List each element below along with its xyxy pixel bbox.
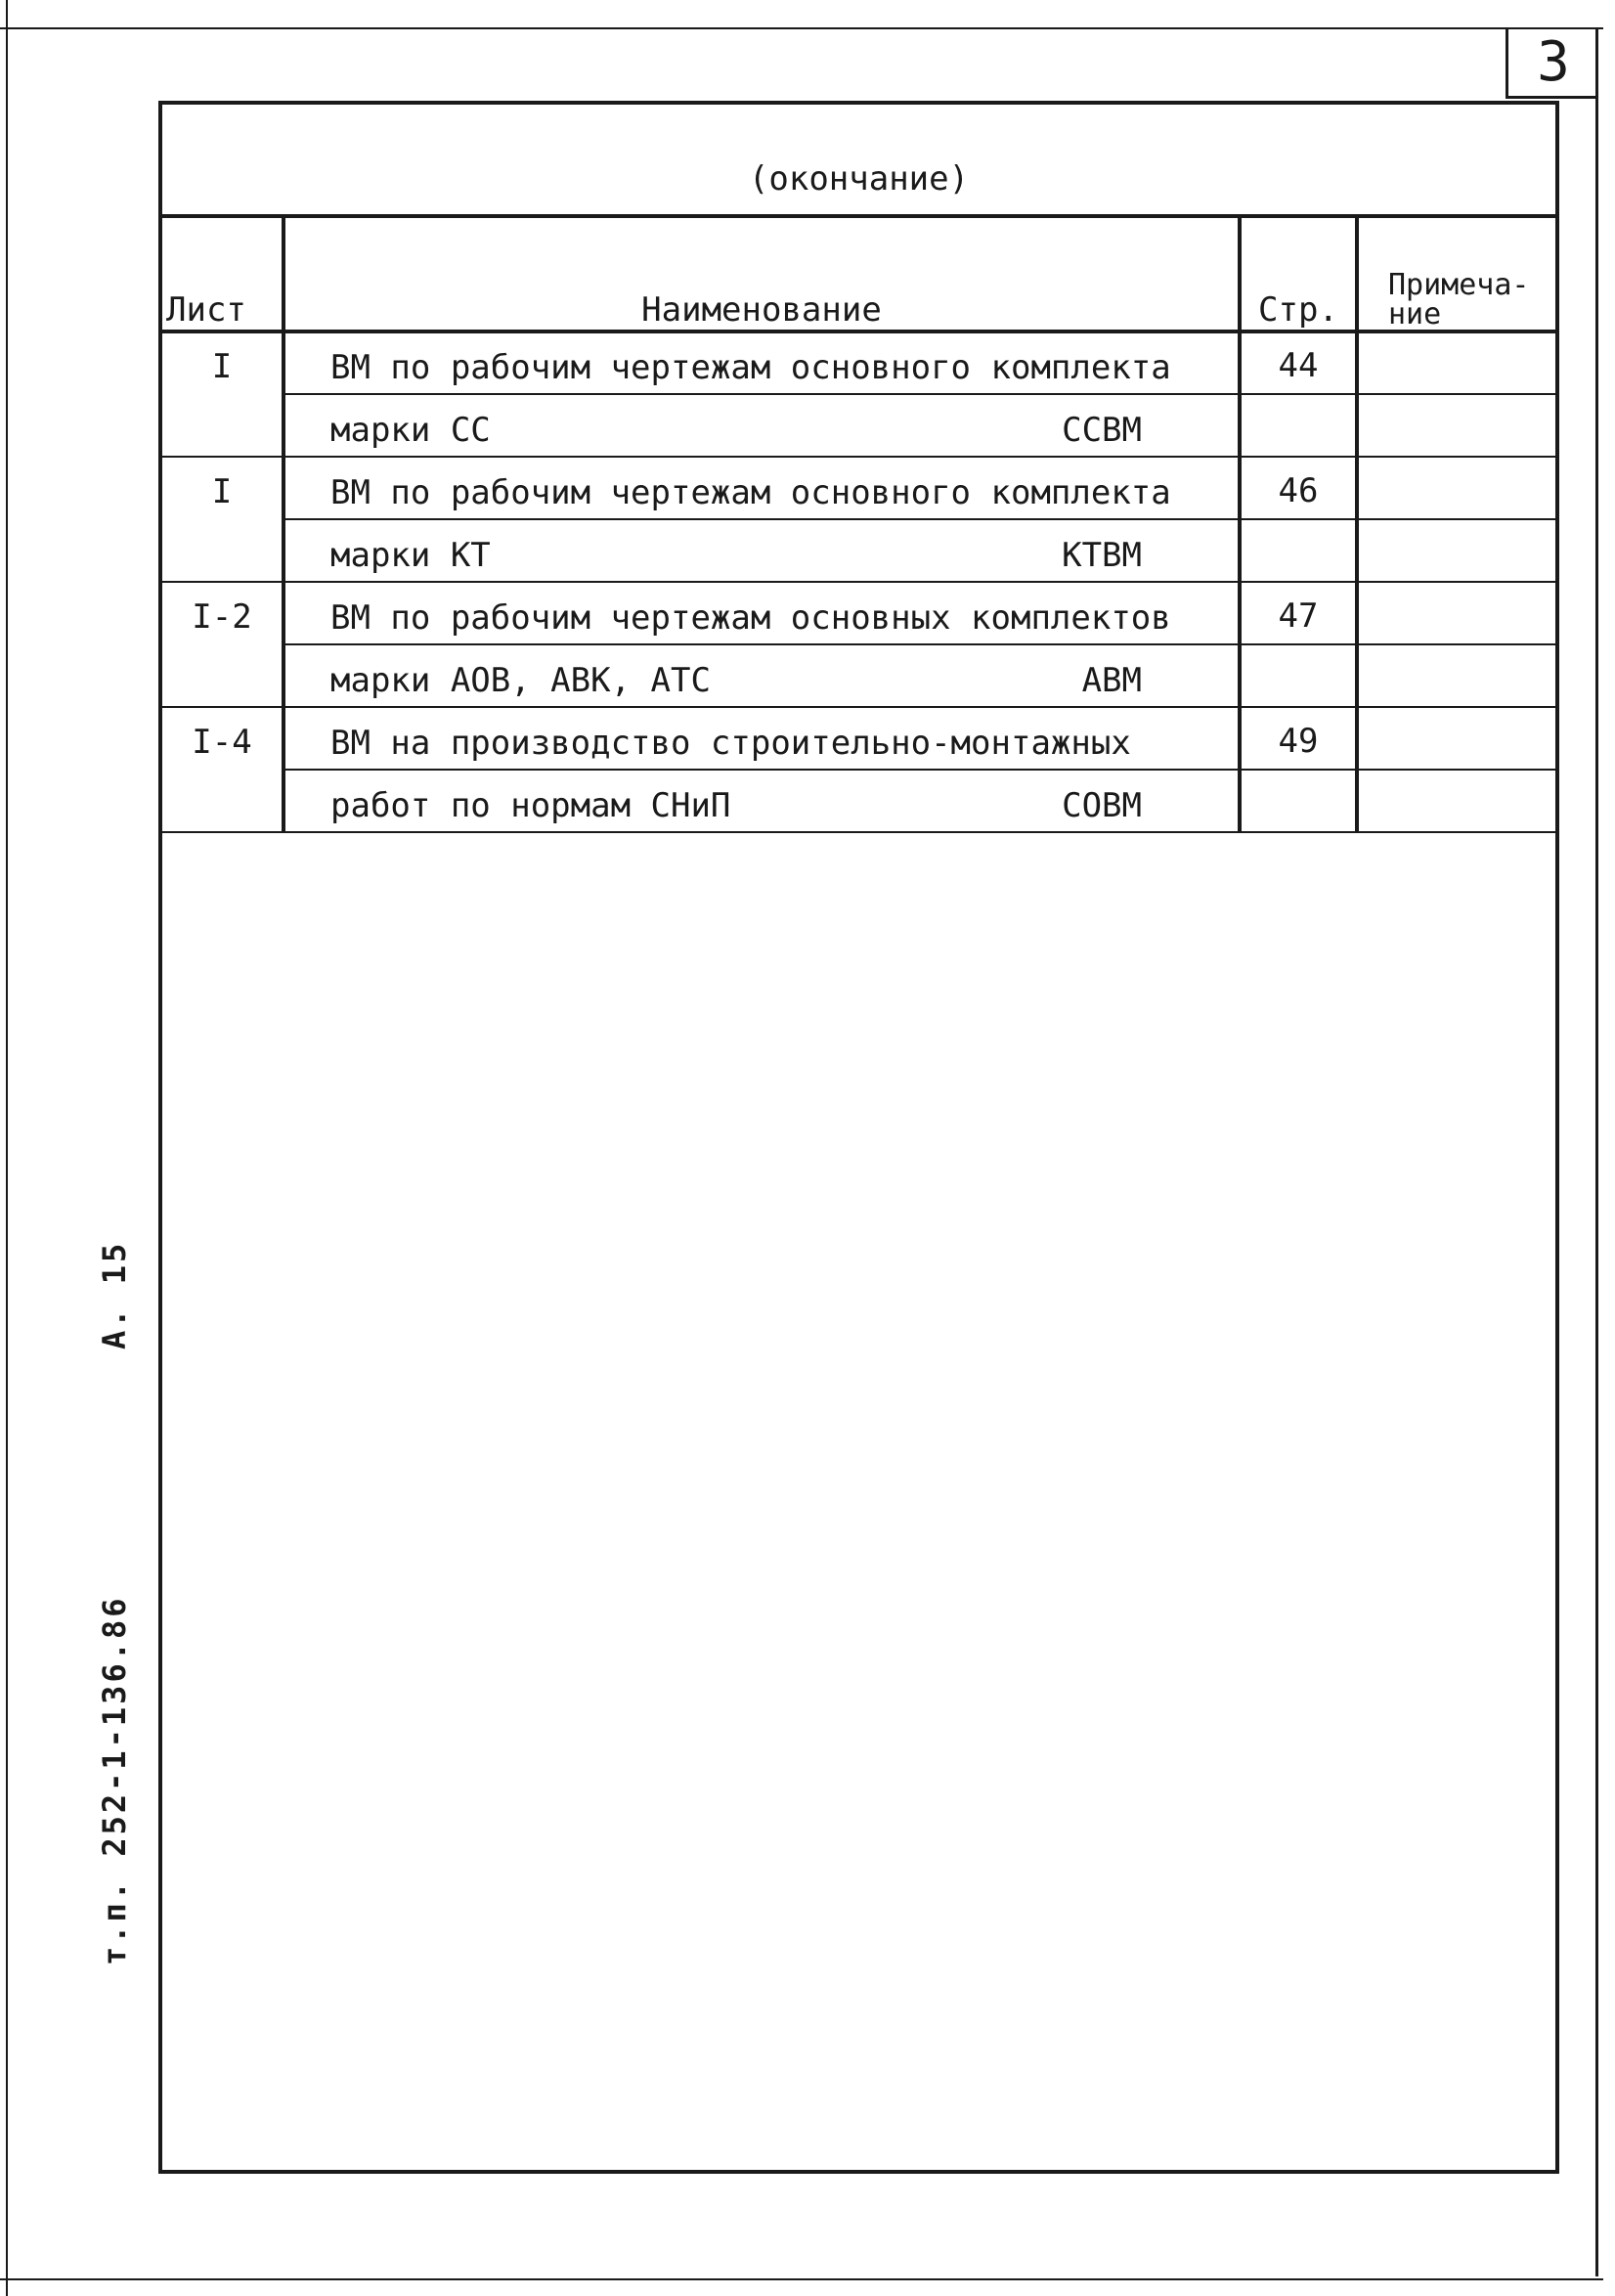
row-note [1357, 644, 1555, 707]
row-name-text: марки СС [330, 411, 491, 450]
row-note [1357, 707, 1555, 770]
row-page-empty [1240, 770, 1357, 832]
row-name-line2 [284, 519, 1240, 582]
row-note [1357, 394, 1555, 457]
row-name-line1: ВМ по рабочим чертежам основного комплекта [284, 457, 1240, 519]
row-name-line2 [284, 770, 1240, 832]
row-sheet: I [211, 347, 233, 386]
row-page-empty [1240, 394, 1357, 457]
row-page-empty [1240, 644, 1357, 707]
table-header-row [162, 218, 1555, 331]
table-row [162, 707, 1555, 770]
row-page: 49 [1240, 707, 1357, 770]
album-label: А. 15 [96, 1240, 133, 1349]
row-sheet-empty [162, 394, 284, 457]
row-page: 46 [1240, 457, 1357, 519]
table-row [162, 394, 1555, 457]
row-note [1357, 457, 1555, 519]
row-name-line1: ВМ на производство строительно-монтажных [284, 707, 1240, 770]
table-row [162, 582, 1555, 644]
table-row [162, 770, 1555, 832]
header-note-line1: Примеча- [1388, 268, 1530, 302]
row-code: КТВМ [1062, 536, 1142, 575]
row-sheet: I-4 [192, 723, 252, 762]
table-row [162, 644, 1555, 707]
row-page: 44 [1240, 331, 1357, 394]
header-sheet: Лист [162, 218, 284, 331]
row-sheet-empty [162, 770, 284, 832]
row-note [1357, 770, 1555, 832]
header-note-line2: ние [1388, 297, 1442, 331]
row-note [1357, 519, 1555, 582]
row-sheet: I [211, 472, 233, 511]
row-code: АВМ [1081, 661, 1142, 700]
frame-bottom-line [0, 2278, 1603, 2280]
page-number: 3 [1506, 29, 1598, 99]
contents-table [162, 218, 1555, 833]
row-name-line1: ВМ по рабочим чертежам основного комплекта [284, 331, 1240, 394]
row-name-line1: ВМ по рабочим чертежам основных комплектов [284, 582, 1240, 644]
section-subtitle: (окончание) [162, 101, 1555, 218]
table-row [162, 519, 1555, 582]
frame-left-line [6, 0, 8, 2296]
row-sheet: I-2 [192, 597, 252, 637]
header-name: Наименование [284, 218, 1240, 331]
row-sheet-empty [162, 644, 284, 707]
row-name-text: работ по нормам СНиП [330, 786, 731, 825]
project-designation-label: т.п. 252-1-136.86 [96, 1595, 133, 1965]
row-code: ССВМ [1062, 411, 1142, 450]
table-row [162, 457, 1555, 519]
header-page: Стр. [1240, 218, 1357, 331]
frame-top-line [0, 27, 1603, 29]
frame-right-line [1595, 27, 1598, 2276]
table-row [162, 331, 1555, 394]
row-name-text: марки АОВ, АВК, АТС [330, 661, 711, 700]
row-name-text: марки КТ [330, 536, 491, 575]
row-page-empty [1240, 519, 1357, 582]
row-code: СОВМ [1062, 786, 1142, 825]
row-name-line2 [284, 644, 1240, 707]
row-name-line2 [284, 394, 1240, 457]
row-page: 47 [1240, 582, 1357, 644]
row-note [1357, 582, 1555, 644]
row-sheet-empty [162, 519, 284, 582]
header-note [1357, 218, 1555, 331]
row-note [1357, 331, 1555, 394]
